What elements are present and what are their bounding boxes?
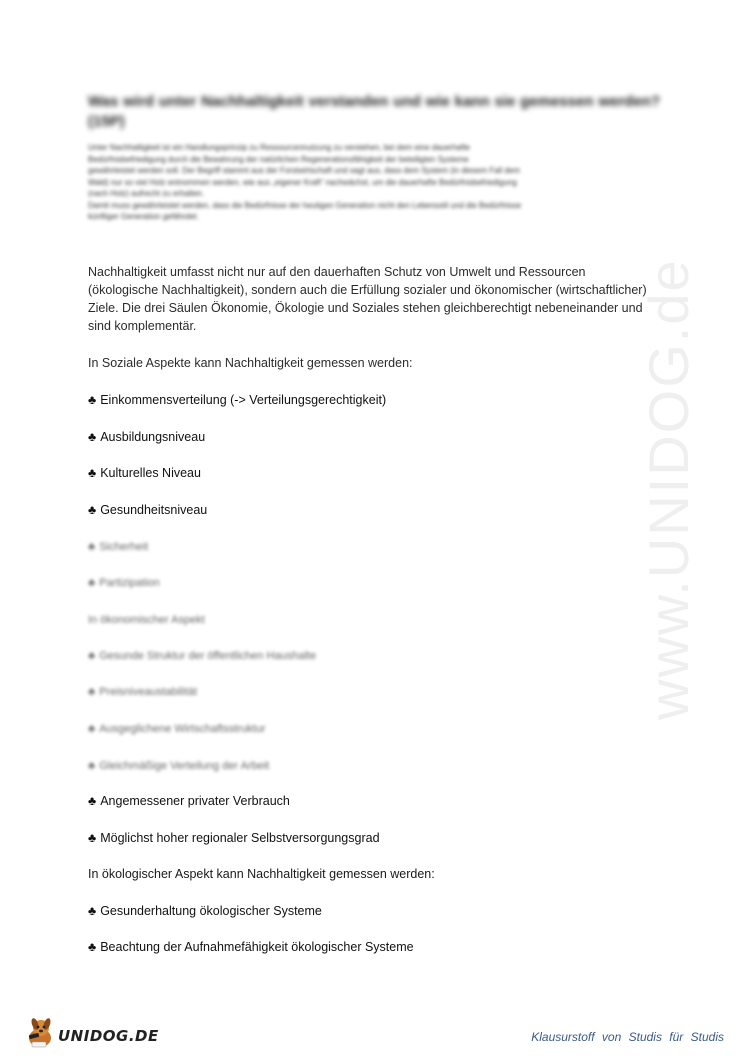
list-item-label: Sicherheit bbox=[99, 541, 149, 553]
club-bullet-icon: ♣ bbox=[88, 686, 96, 698]
blurred-line: Damit muss gewährleistet werden, dass die Bedürfnisse der heutigen Generation nicht den Lebensstil und die Bedürfnisse bbox=[88, 200, 522, 210]
blurred-line: (nach Holz) aufrecht zu erhalten. bbox=[88, 189, 205, 198]
blurred-intro bbox=[88, 142, 660, 223]
list-item bbox=[88, 501, 207, 519]
list-item-label: Möglichst hoher regionaler Selbstversorgungsgrad bbox=[100, 831, 380, 845]
list-item bbox=[88, 647, 316, 665]
list-item bbox=[88, 829, 380, 847]
list-item bbox=[88, 391, 386, 409]
social-intro-text: In Soziale Aspekte kann Nachhaltigkeit gemessen werden: bbox=[88, 356, 413, 370]
list-item bbox=[88, 683, 197, 701]
logo-text: UNIDOG.DE bbox=[58, 1026, 159, 1045]
club-bullet-icon: ♣ bbox=[88, 541, 96, 553]
list-item bbox=[88, 720, 266, 738]
club-bullet-icon: ♣ bbox=[88, 430, 97, 444]
body-paragraph: Nachhaltigkeit umfasst nicht nur auf den dauerhaften Schutz von Umwelt und Ressourcen (ökologische Nachhaltigkeit), sondern auch die Erfüllung sozialer und ökonomischer (wirtschaftlicher) Ziele. Die drei Säulen Ökonomie, Ökologie und Soziales stehen gleichberechtigt nebeneinander und sind komplementär. bbox=[88, 265, 647, 333]
club-bullet-icon: ♣ bbox=[88, 577, 96, 589]
dog-icon bbox=[24, 1016, 56, 1055]
list-item-label: Kulturelles Niveau bbox=[100, 466, 201, 480]
club-bullet-icon: ♣ bbox=[88, 831, 97, 845]
club-bullet-icon: ♣ bbox=[88, 904, 97, 918]
list-item bbox=[88, 464, 201, 482]
club-bullet-icon: ♣ bbox=[88, 723, 96, 735]
club-bullet-icon: ♣ bbox=[88, 760, 96, 772]
list-item bbox=[88, 538, 148, 556]
blurred-line: Unter Nachhaltigkeit ist ein Handlungsprinzip zu Ressourcennutzung zu verstehen, bei dem eine dauerhafte bbox=[88, 143, 471, 152]
list-item-label: Gesunde Struktur der öffentlichen Haushalte bbox=[99, 650, 317, 662]
paragraph-block bbox=[88, 263, 656, 335]
social-intro bbox=[88, 354, 656, 372]
list-item-label: Angemessener privater Verbrauch bbox=[100, 794, 290, 808]
list-item-label: Beachtung der Aufnahmefähigkeit ökologischer Systeme bbox=[100, 940, 414, 954]
list-item bbox=[88, 428, 205, 446]
list-item-label: Gesunderhaltung ökologischer Systeme bbox=[100, 904, 322, 918]
list-item-label: Preisniveaustabilität bbox=[99, 686, 198, 698]
list-item-label: Ausbildungsniveau bbox=[100, 430, 206, 444]
list-item bbox=[88, 938, 414, 956]
document-body bbox=[88, 92, 660, 223]
unidog-logo[interactable] bbox=[24, 1016, 159, 1055]
page-title: Was wird unter Nachhaltigkeit verstanden und wie kann sie gemessen werden? (15P) bbox=[88, 93, 660, 130]
economic-intro: In ökonomischer Aspekt bbox=[88, 614, 205, 626]
club-bullet-icon: ♣ bbox=[88, 650, 96, 662]
club-bullet-icon: ♣ bbox=[88, 466, 97, 480]
blurred-line: Bedürfnisbefriedigung durch die Bewahrung der natürlichen Regenerationsfähigkeit der beteiligten Systeme bbox=[88, 154, 469, 164]
blurred-line: Wald) nur so viel Holz entnommen werden, wie aus „eigener Kraft“ nachwächst, um die dauerhafte Bedürfnisbefriedigung bbox=[88, 177, 517, 187]
club-bullet-icon: ♣ bbox=[88, 503, 97, 517]
list-item-label: Gesundheitsniveau bbox=[100, 503, 208, 517]
list-item-label: Einkommensverteilung (-> Verteilungsgerechtigkeit) bbox=[100, 393, 387, 407]
watermark-text: www.UNIDOG.de bbox=[637, 258, 700, 720]
list-item-label: Partizipation bbox=[99, 577, 160, 589]
list-item-label: Gleichmäßige Verteilung der Arbeit bbox=[99, 760, 270, 772]
club-bullet-icon: ♣ bbox=[88, 940, 97, 954]
club-bullet-icon: ♣ bbox=[88, 393, 97, 407]
list-item-label: Ausgeglichene Wirtschaftsstruktur bbox=[99, 723, 266, 735]
blurred-line: gewährleistet werden soll. Der Begriff stammt aus der Forstwirtschaft und sagt aus, dass dem System (in diesem Fall dem bbox=[88, 166, 521, 175]
list-item bbox=[88, 902, 322, 920]
blurred-line: künftiger Generation gefährdet. bbox=[88, 212, 199, 221]
list-item bbox=[88, 792, 290, 810]
list-item bbox=[88, 574, 160, 592]
ecological-intro: In ökologischer Aspekt kann Nachhaltigkeit gemessen werden: bbox=[88, 867, 435, 881]
list-item bbox=[88, 757, 269, 775]
footer-tagline: Klausurstoff von Studis für Studis bbox=[531, 1030, 724, 1044]
club-bullet-icon: ♣ bbox=[88, 794, 97, 808]
